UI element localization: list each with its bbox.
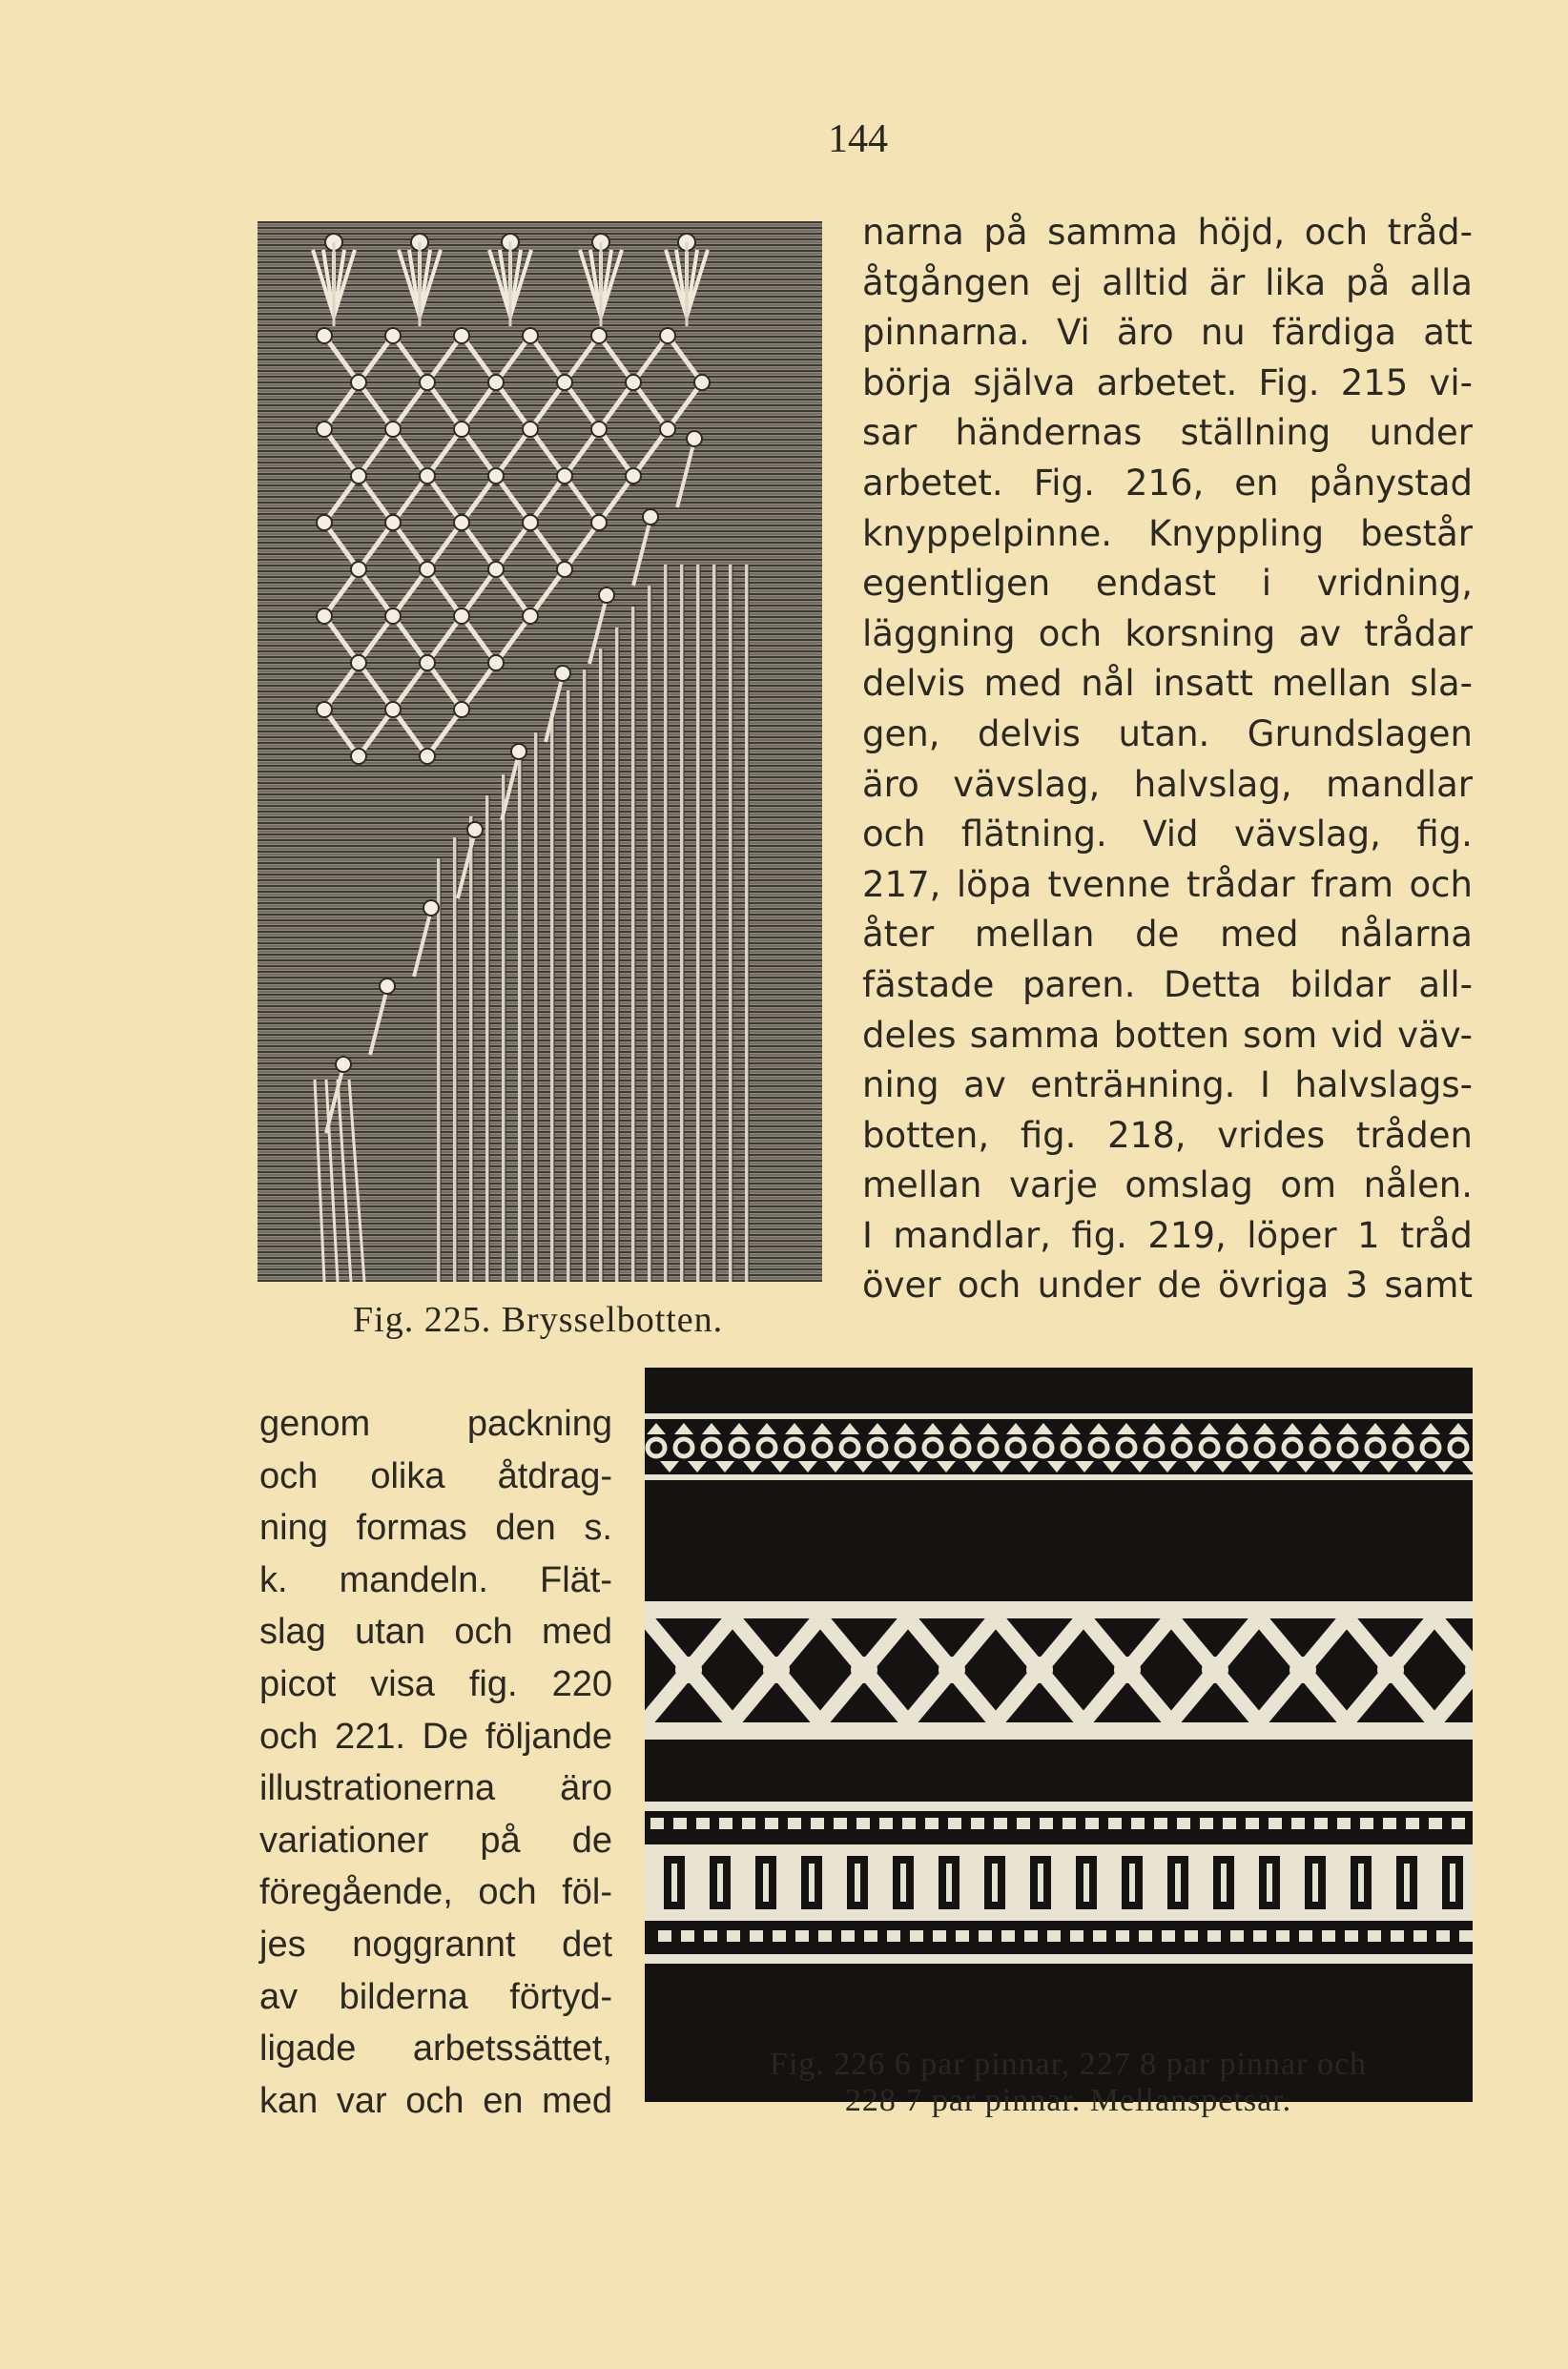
word: av (1298, 612, 1342, 654)
word: alla (1410, 261, 1473, 303)
word: äro (560, 1768, 612, 1809)
text-line (259, 1555, 612, 1607)
word: samma (969, 1014, 1101, 1056)
word: och (862, 814, 926, 855)
word: Vid (1143, 814, 1199, 855)
word: Flät- (539, 1559, 612, 1600)
word: läggning (862, 612, 1016, 654)
text-line (862, 1261, 1473, 1311)
word: var (336, 2080, 387, 2121)
word: illustrationerna (259, 1768, 496, 1809)
word: äro (1116, 312, 1174, 354)
figure-226-photo (645, 1368, 1473, 2102)
text-line (862, 910, 1473, 960)
text-line (259, 1502, 612, 1555)
word: samma (1047, 212, 1178, 253)
word: att (1423, 312, 1473, 354)
word: tråd- (1387, 212, 1473, 253)
word: alltid (1102, 261, 1189, 303)
text-line (862, 359, 1473, 409)
text-line (862, 609, 1473, 660)
text-line (259, 1866, 612, 1919)
text-line (862, 258, 1473, 309)
word: s. (584, 1508, 612, 1549)
word: föregående, (259, 1872, 453, 1913)
word: fig. (1416, 814, 1473, 855)
text-line (862, 710, 1473, 760)
word: 221. (334, 1716, 405, 1757)
word: vävslag, (1233, 814, 1381, 855)
word: trådar (1364, 612, 1473, 654)
word: om (1280, 1164, 1337, 1206)
word: vävslag, (953, 763, 1101, 805)
word: med (542, 1612, 612, 1653)
text-line (259, 1711, 612, 1763)
word: sar (862, 412, 918, 454)
word: 216, (1124, 462, 1205, 504)
word: Fig. (1033, 462, 1095, 504)
word: ligade (259, 2029, 357, 2070)
word: fig. (468, 1663, 518, 1704)
word: flätning. (960, 814, 1107, 855)
text-line (862, 1061, 1473, 1111)
word: på (983, 212, 1028, 253)
word: vi- (1429, 361, 1473, 403)
word: sla- (1410, 663, 1473, 705)
word: 3 (1345, 1265, 1369, 1307)
word: lika (1265, 261, 1327, 303)
text-line (259, 1762, 612, 1815)
word: narna (862, 212, 964, 253)
word: egentligen (862, 563, 1051, 605)
word: löper (1247, 1214, 1337, 1256)
word: den (495, 1508, 556, 1549)
word: Knyppling (1147, 512, 1325, 554)
word: pånystad (1309, 462, 1473, 504)
word: Grundslagen (1247, 712, 1473, 754)
word: bilderna (339, 1976, 468, 2017)
word: ej (1050, 261, 1083, 303)
word: tvenne (1047, 863, 1171, 905)
word: höjd, (1197, 212, 1286, 253)
word: I (1259, 1064, 1270, 1106)
word: övriga (1218, 1265, 1330, 1307)
right-text-column (862, 208, 1473, 1311)
word: kan (259, 2080, 319, 2121)
text-line (862, 810, 1473, 860)
word: noggrannt (352, 1924, 516, 1965)
word: är (1208, 261, 1246, 303)
word: löpa (956, 863, 1032, 905)
word: omslag (1124, 1164, 1253, 1206)
word: slag (259, 1612, 326, 1653)
word: halvslags- (1294, 1064, 1473, 1106)
word: äro (862, 763, 919, 805)
word: ning (862, 1064, 939, 1106)
word: varje (1009, 1164, 1098, 1206)
word: fästade (862, 963, 995, 1005)
word: och (478, 1872, 537, 1913)
word: över (862, 1265, 941, 1307)
word: Vi (1056, 312, 1090, 354)
figure-225-illustration (258, 221, 822, 1282)
word: och (957, 1265, 1021, 1307)
word: följande (485, 1716, 612, 1757)
word: paren. (1021, 963, 1136, 1005)
word: i (1261, 563, 1271, 605)
word: olika (370, 1455, 445, 1496)
word: själva (973, 361, 1076, 403)
text-line (259, 1606, 612, 1658)
word: all- (1418, 963, 1473, 1005)
figure-226-caption-line-1: Fig. 226 6 par pinnar, 227 8 par pinnar och (769, 2047, 1368, 2082)
word: korsning (1124, 612, 1276, 654)
word: Fig. (1258, 361, 1320, 403)
word: knyppelpinne. (862, 512, 1112, 554)
word: som (1243, 1014, 1318, 1056)
word: vid (1331, 1014, 1384, 1056)
word: det (562, 1924, 612, 1965)
text-line (862, 760, 1473, 811)
word: och (454, 1612, 513, 1653)
word: en (483, 2080, 524, 2121)
word: tråden (1355, 1114, 1473, 1156)
text-line (259, 1815, 612, 1867)
word: trådar (1186, 863, 1295, 905)
word: nålarna (1339, 914, 1473, 956)
word: 219, (1147, 1214, 1227, 1256)
page-number: 144 (828, 117, 888, 161)
word: mellan (1271, 663, 1392, 705)
word: I (862, 1214, 873, 1256)
word: 217, (862, 863, 941, 905)
text-line (862, 408, 1473, 459)
text-line (259, 1398, 612, 1451)
word: åtdrag- (497, 1455, 612, 1496)
word: föl- (562, 1872, 612, 1913)
word: nu (1200, 312, 1246, 354)
word: variationer (259, 1820, 429, 1861)
word: på (480, 1820, 521, 1861)
word: tråd (1400, 1214, 1473, 1256)
word: delvis (977, 712, 1081, 754)
text-line (862, 1111, 1473, 1162)
word: mandlar (1326, 763, 1473, 805)
word: på (1346, 261, 1391, 303)
word: under (1037, 1265, 1142, 1307)
word: k. (259, 1559, 288, 1600)
word: väv- (1397, 1014, 1473, 1056)
word: visa (370, 1663, 435, 1704)
word: 218, (1107, 1114, 1186, 1156)
word: 220 (551, 1663, 612, 1704)
text-line (862, 960, 1473, 1011)
left-text-column (259, 1398, 612, 2127)
word: ning (259, 1508, 328, 1549)
word: och (1304, 212, 1369, 253)
word: arbetssättet, (412, 2029, 612, 2070)
word: med (542, 2080, 612, 2121)
word: vrides (1217, 1114, 1326, 1156)
word: de (1157, 1265, 1202, 1307)
word: och (259, 1455, 319, 1496)
word: händernas (955, 412, 1143, 454)
text-line (259, 2075, 612, 2128)
word: åter (862, 914, 935, 956)
word: och (1038, 612, 1103, 654)
word: jes (259, 1924, 306, 1965)
text-line (862, 1211, 1473, 1262)
word: pinnarna. (862, 312, 1030, 354)
word: nål (1081, 663, 1135, 705)
word: en (1234, 462, 1279, 504)
word: gen, (862, 712, 940, 754)
text-line (259, 1451, 612, 1503)
text-line (862, 559, 1473, 609)
word: arbetet. (862, 462, 1003, 504)
text-line (862, 1161, 1473, 1211)
figure-226-caption-line-2: 228 7 par pinnar. Mellanspetsar. (844, 2083, 1292, 2118)
text-line (862, 659, 1473, 710)
word: utan (355, 1612, 426, 1653)
text-line (862, 208, 1473, 258)
word: består (1360, 512, 1473, 554)
word: Detta (1164, 963, 1262, 1005)
word: bildar (1289, 963, 1391, 1005)
word: av (963, 1064, 1006, 1106)
word: genom (259, 1404, 371, 1444)
word: fig. (1020, 1114, 1077, 1156)
word: insatt (1153, 663, 1253, 705)
word: botten, (862, 1114, 990, 1156)
word: ställning (1180, 412, 1331, 454)
word: endast (1095, 563, 1217, 605)
word: med (983, 663, 1063, 705)
word: mellan (862, 1164, 982, 1206)
word: samt (1384, 1265, 1473, 1307)
word: deles (862, 1014, 957, 1056)
word: med (1220, 914, 1299, 956)
word: och (405, 2080, 464, 2121)
word: mandeln. (339, 1559, 488, 1600)
figure-225-caption: Fig. 225. Brysselbotten. (353, 1300, 724, 1340)
word: halvslag, (1133, 763, 1292, 805)
text-line (259, 1971, 612, 2024)
word: nålen. (1363, 1164, 1473, 1206)
word: botten (1113, 1014, 1229, 1056)
word: färdiga (1271, 312, 1397, 354)
word: De (422, 1716, 469, 1757)
word: och (259, 1716, 319, 1757)
text-line (862, 308, 1473, 359)
word: fram (1310, 863, 1394, 905)
word: mellan (974, 914, 1095, 956)
text-line (862, 1011, 1473, 1061)
word: åtgången (862, 261, 1031, 303)
figure-226-caption (658, 2047, 1478, 2119)
word: packning (466, 1404, 612, 1444)
word: börja (862, 361, 953, 403)
text-line (862, 459, 1473, 509)
word: formas (356, 1508, 467, 1549)
word: de (1135, 914, 1180, 956)
word: förtyd- (509, 1976, 612, 2017)
word: 1 (1357, 1214, 1380, 1256)
word: picot (259, 1663, 337, 1704)
word: mandlar, (893, 1214, 1051, 1256)
text-line (259, 1658, 612, 1711)
text-line (862, 860, 1473, 911)
word: fig. (1071, 1214, 1127, 1256)
word: enträнning. (1030, 1064, 1236, 1106)
word: delvis (862, 663, 965, 705)
word: de (571, 1820, 612, 1861)
word: och (1409, 863, 1473, 905)
word: av (259, 1976, 299, 2017)
word: 215 (1340, 361, 1409, 403)
text-line (259, 2023, 612, 2075)
word: utan. (1118, 712, 1210, 754)
text-line (259, 1919, 612, 1971)
word: vridning, (1316, 563, 1473, 605)
word: under (1369, 412, 1473, 454)
text-line (862, 509, 1473, 560)
word: arbetet. (1096, 361, 1238, 403)
